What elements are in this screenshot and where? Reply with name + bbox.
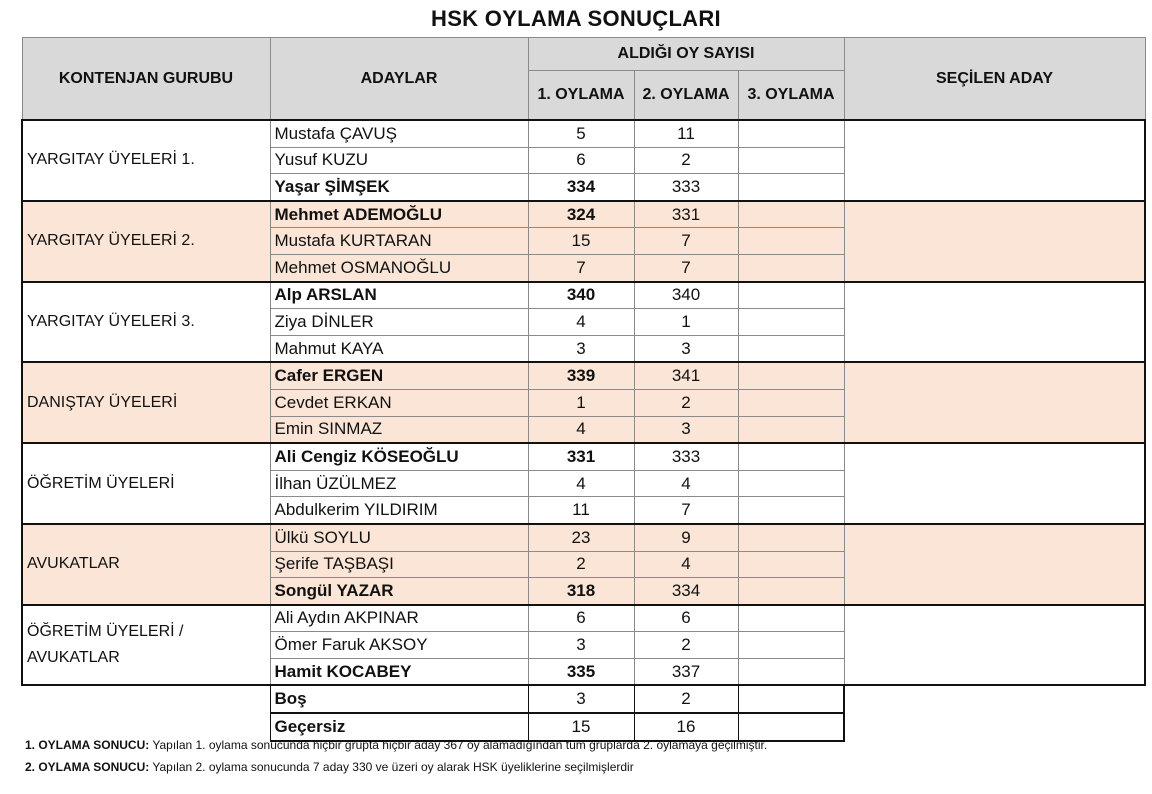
- round-2-votes: 340: [634, 282, 738, 309]
- group-name: YARGITAY ÜYELERİ 3.: [22, 282, 270, 363]
- round-3-votes: [738, 605, 844, 632]
- round-1-votes: 324: [528, 201, 634, 228]
- round-2-votes: 2: [634, 632, 738, 659]
- candidate-name: Songül YAZAR: [270, 578, 528, 605]
- candidate-name: Mustafa KURTARAN: [270, 228, 528, 255]
- selected-candidate: [844, 362, 1145, 443]
- round-1-votes: 4: [528, 470, 634, 497]
- candidate-name: Hamit KOCABEY: [270, 658, 528, 685]
- candidate-name: Emin SINMAZ: [270, 416, 528, 443]
- selected-candidate: [844, 201, 1145, 282]
- round-1-votes: 15: [528, 713, 634, 741]
- group-block: [22, 282, 1145, 363]
- header-round-2: 2. OYLAMA: [634, 71, 738, 121]
- empty-cell: [844, 685, 1145, 713]
- round-1-votes: 6: [528, 147, 634, 174]
- candidate-name: Mustafa ÇAVUŞ: [270, 120, 528, 147]
- round-1-votes: 3: [528, 685, 634, 713]
- selected-candidate: [844, 443, 1145, 524]
- selected-candidate: [844, 605, 1145, 686]
- round-3-votes: [738, 389, 844, 416]
- round-3-votes: [738, 254, 844, 281]
- round-2-votes: 16: [634, 713, 738, 741]
- round-1-votes: 4: [528, 416, 634, 443]
- header-selected: SEÇİLEN ADAY: [844, 38, 1145, 121]
- table-row: [22, 524, 1145, 551]
- round-3-votes: [738, 309, 844, 336]
- round-3-votes: [738, 443, 844, 470]
- table-row: [22, 282, 1145, 309]
- group-block: [22, 201, 1145, 282]
- round-2-votes: 331: [634, 201, 738, 228]
- round-2-votes: 2: [634, 389, 738, 416]
- table-row: [22, 443, 1145, 470]
- round-1-votes: 11: [528, 497, 634, 524]
- results-table: [21, 37, 1146, 742]
- round-2-votes: 1: [634, 309, 738, 336]
- round-2-votes: 4: [634, 470, 738, 497]
- group-block: [22, 605, 1145, 686]
- candidate-name: Abdulkerim YILDIRIM: [270, 497, 528, 524]
- round-3-votes: [738, 524, 844, 551]
- table-row: [22, 201, 1145, 228]
- table-row: [22, 362, 1145, 389]
- round-2-votes: 11: [634, 120, 738, 147]
- candidate-name: Ali Aydın AKPINAR: [270, 605, 528, 632]
- round-3-votes: [738, 470, 844, 497]
- round-2-votes: 9: [634, 524, 738, 551]
- group-name: DANIŞTAY ÜYELERİ: [22, 362, 270, 443]
- round-3-votes: [738, 282, 844, 309]
- header-round-1: 1. OYLAMA: [528, 71, 634, 121]
- candidate-name: Mahmut KAYA: [270, 335, 528, 362]
- round-2-votes: 337: [634, 658, 738, 685]
- group-name: YARGITAY ÜYELERİ 1.: [22, 120, 270, 201]
- round-2-votes: 7: [634, 497, 738, 524]
- round-1-votes: 15: [528, 228, 634, 255]
- round-1-votes: 340: [528, 282, 634, 309]
- group-name: ÖĞRETİM ÜYELERİ / AVUKATLAR: [22, 605, 270, 686]
- note-1: [25, 734, 767, 756]
- candidate-name: Ali Cengiz KÖSEOĞLU: [270, 443, 528, 470]
- candidate-name: Alp ARSLAN: [270, 282, 528, 309]
- round-1-votes: 331: [528, 443, 634, 470]
- round-3-votes: [738, 147, 844, 174]
- group-block: [22, 524, 1145, 605]
- notes: [25, 734, 767, 778]
- round-1-votes: 335: [528, 658, 634, 685]
- note-label: 2. OYLAMA SONUCU:: [25, 760, 150, 774]
- candidate-name: Ülkü SOYLU: [270, 524, 528, 551]
- round-2-votes: 6: [634, 605, 738, 632]
- round-3-votes: [738, 228, 844, 255]
- round-2-votes: 4: [634, 551, 738, 578]
- note-text: Yapılan 1. oylama sonucunda hiçbir grupta hiçbir aday 367 oy alamadığından tüm gruplarda 2. oylamaya geçilmiştir.: [152, 738, 768, 752]
- round-3-votes: [738, 578, 844, 605]
- round-2-votes: 2: [634, 685, 738, 713]
- round-1-votes: 6: [528, 605, 634, 632]
- note-text: Yapılan 2. oylama sonucunda 7 aday 330 ve üzeri oy alarak HSK üyeliklerine seçilmişlerdir: [152, 760, 634, 774]
- table-row: [22, 120, 1145, 147]
- round-1-votes: 318: [528, 578, 634, 605]
- round-2-votes: 7: [634, 254, 738, 281]
- selected-candidate: [844, 524, 1145, 605]
- empty-cell: [22, 685, 270, 713]
- candidate-name: Ziya DİNLER: [270, 309, 528, 336]
- round-1-votes: 3: [528, 335, 634, 362]
- selected-candidate: [844, 282, 1145, 363]
- round-3-votes: [738, 174, 844, 201]
- table-row: [22, 605, 1145, 632]
- round-3-votes: [738, 497, 844, 524]
- round-2-votes: 334: [634, 578, 738, 605]
- candidate-name: Boş: [270, 685, 528, 713]
- round-2-votes: 333: [634, 174, 738, 201]
- round-3-votes: [738, 658, 844, 685]
- round-1-votes: 334: [528, 174, 634, 201]
- round-1-votes: 1: [528, 389, 634, 416]
- candidate-name: Geçersiz: [270, 713, 528, 741]
- group-name: YARGITAY ÜYELERİ 2.: [22, 201, 270, 282]
- round-3-votes: [738, 362, 844, 389]
- candidate-name: Yaşar ŞİMŞEK: [270, 174, 528, 201]
- note-2: [25, 756, 767, 778]
- round-1-votes: 3: [528, 632, 634, 659]
- header-round-3: 3. OYLAMA: [738, 71, 844, 121]
- header-candidates: ADAYLAR: [270, 38, 528, 121]
- table-row: [22, 685, 1145, 713]
- round-1-votes: 5: [528, 120, 634, 147]
- group-block: [22, 443, 1145, 524]
- round-2-votes: 7: [634, 228, 738, 255]
- round-3-votes: [738, 201, 844, 228]
- round-1-votes: 2: [528, 551, 634, 578]
- round-3-votes: [738, 416, 844, 443]
- candidate-name: Cevdet ERKAN: [270, 389, 528, 416]
- round-3-votes: [738, 685, 844, 713]
- round-3-votes: [738, 551, 844, 578]
- round-2-votes: 2: [634, 147, 738, 174]
- group-block: [22, 120, 1145, 201]
- page-title: HSK OYLAMA SONUÇLARI: [431, 6, 721, 31]
- candidate-name: İlhan ÜZÜLMEZ: [270, 470, 528, 497]
- round-1-votes: 23: [528, 524, 634, 551]
- round-2-votes: 3: [634, 335, 738, 362]
- candidate-name: Şerife TAŞBAŞI: [270, 551, 528, 578]
- extra-rows: [22, 685, 1145, 740]
- round-3-votes: [738, 632, 844, 659]
- header-group: KONTENJAN GURUBU: [22, 38, 270, 121]
- candidate-name: Mehmet OSMANOĞLU: [270, 254, 528, 281]
- round-1-votes: 4: [528, 309, 634, 336]
- group-name: AVUKATLAR: [22, 524, 270, 605]
- candidate-name: Ömer Faruk AKSOY: [270, 632, 528, 659]
- selected-candidate: [844, 120, 1145, 201]
- group-block: [22, 362, 1145, 443]
- round-2-votes: 341: [634, 362, 738, 389]
- round-2-votes: 333: [634, 443, 738, 470]
- round-1-votes: 339: [528, 362, 634, 389]
- round-2-votes: 3: [634, 416, 738, 443]
- note-label: 1. OYLAMA SONUCU:: [25, 738, 150, 752]
- candidate-name: Yusuf KUZU: [270, 147, 528, 174]
- empty-cell: [844, 713, 1145, 741]
- round-1-votes: 7: [528, 254, 634, 281]
- round-3-votes: [738, 120, 844, 147]
- header-votes: ALDIĞI OY SAYISI: [528, 38, 844, 71]
- candidate-name: Mehmet ADEMOĞLU: [270, 201, 528, 228]
- group-name: ÖĞRETİM ÜYELERİ: [22, 443, 270, 524]
- round-3-votes: [738, 335, 844, 362]
- candidate-name: Cafer ERGEN: [270, 362, 528, 389]
